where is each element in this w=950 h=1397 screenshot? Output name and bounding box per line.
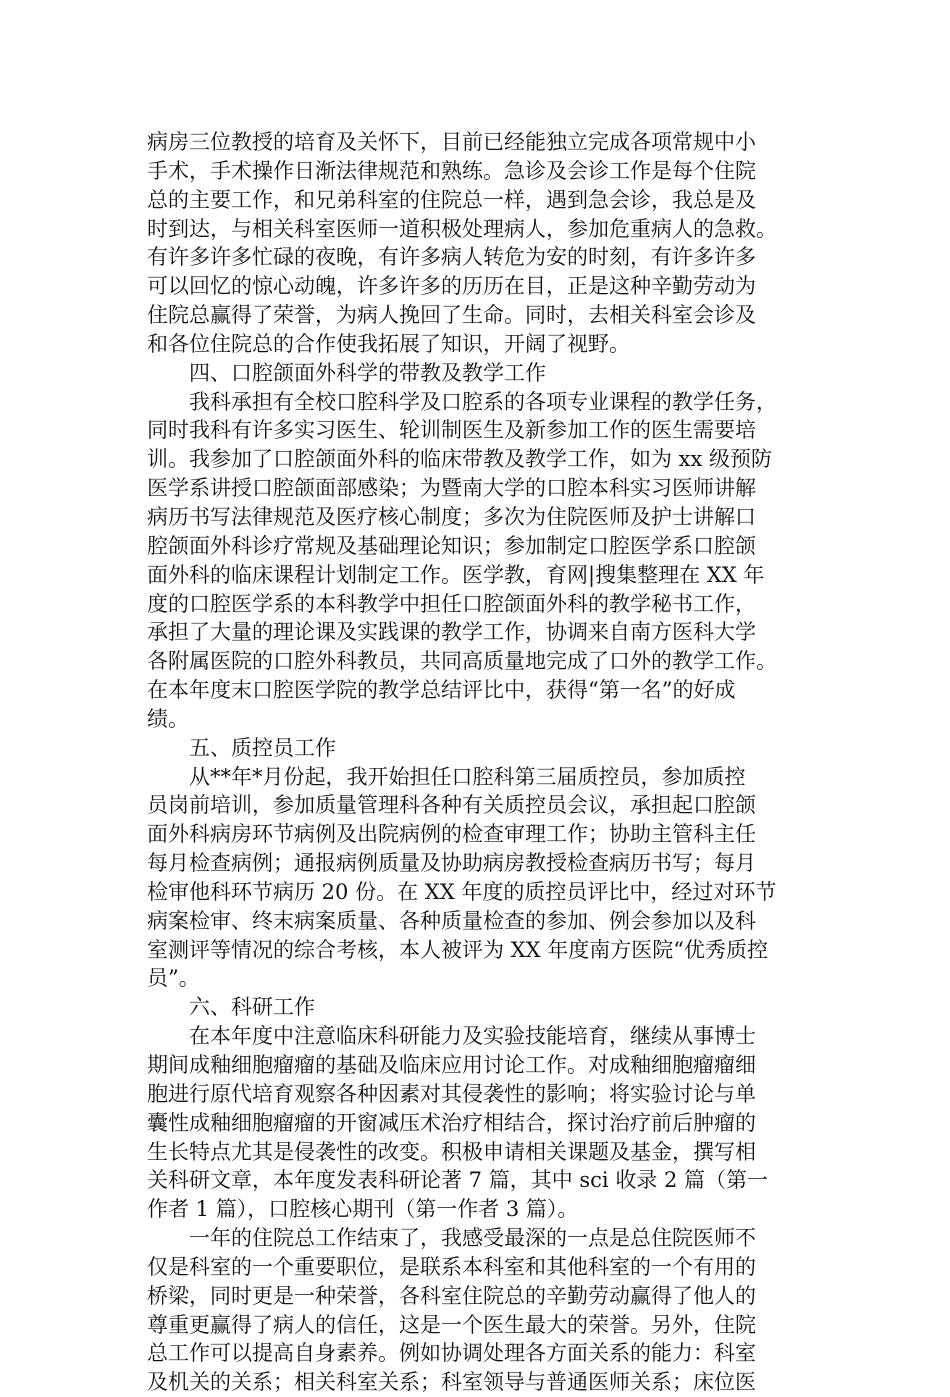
text-line: 和各位住院总的合作使我拓展了知识，开阔了视野。 bbox=[147, 331, 630, 356]
text-line: 仅是科室的一个重要职位，是联系本科室和其他科室的一个有用的 bbox=[147, 1254, 756, 1279]
text-line: 作者 1 篇），口腔核心期刊（第一作者 3 篇）。 bbox=[147, 1197, 579, 1222]
text-line: 病房三位教授的培育及关怀下，目前已经能独立完成各项常规中小 bbox=[147, 130, 756, 154]
text-line: 度的口腔医学系的本科教学中担任口腔颌面外科的教学秘书工作， bbox=[147, 591, 756, 616]
text-line: 胞进行原代培育观察各种因素对其侵袭性的影响；将实验讨论与单 bbox=[147, 1081, 756, 1106]
text-line: 一年的住院总工作结束了，我感受最深的一点是总住院医师不 bbox=[147, 1226, 756, 1251]
text-line: 及机关的关系；相关科室关系；科室领导与普通医师关系；床位医 bbox=[147, 1370, 756, 1395]
text-line: 同时我科有许多实习医生、轮训制医生及新参加工作的医生需要培 bbox=[147, 418, 756, 443]
text-line: 面外科病房环节病例及出院病例的检查审理工作；协助主管科主任 bbox=[147, 822, 756, 847]
text-line: 五、质控员工作 bbox=[147, 735, 336, 760]
text-line: 可以回忆的惊心动魄，许多许多的历历在目，正是这种辛勤劳动为 bbox=[147, 274, 756, 299]
text-line: 室测评等情况的综合考核，本人被评为 XX 年度南方医院“优秀质控 bbox=[147, 937, 768, 962]
text-line: 在本年度中注意临床科研能力及实验技能培育，继续从事博士 bbox=[147, 1024, 756, 1049]
text-line: 生长特点尤其是侵袭性的改变。积极申请相关课题及基金，撰写相 bbox=[147, 1139, 756, 1164]
text-line: 时到达，与相关科室医师一道积极处理病人，参加危重病人的急救。 bbox=[147, 216, 777, 241]
text-line: 住院总赢得了荣誉，为病人挽回了生命。同时，去相关科室会诊及 bbox=[147, 303, 756, 328]
text-line: 病历书写法律规范及医疗核心制度；多次为住院医师及护士讲解口 bbox=[147, 504, 756, 529]
text-line: 手术，手术操作日渐法律规范和熟练。急诊及会诊工作是每个住院 bbox=[147, 158, 756, 183]
text-line: 绩。 bbox=[147, 706, 189, 731]
text-line: 每月检查病例；通报病例质量及协助病房教授检查病历书写；每月 bbox=[147, 851, 756, 876]
text-line: 训。我参加了口腔颌面外科的临床带教及教学工作，如为 xx 级预防 bbox=[147, 447, 773, 472]
text-line: 员”。 bbox=[147, 966, 200, 991]
text-line: 六、科研工作 bbox=[147, 995, 315, 1020]
text-line: 有许多许多忙碌的夜晚，有许多病人转危为安的时刻，有许多许多 bbox=[147, 245, 756, 270]
text-line: 在本年度末口腔医学院的教学总结评比中，获得“第一名”的好成 bbox=[147, 678, 736, 703]
text-line: 腔颌面外科诊疗常规及基础理论知识；参加制定口腔医学系口腔颌 bbox=[147, 533, 756, 558]
text-line: 医学系讲授口腔颌面部感染；为暨南大学的口腔本科实习医师讲解 bbox=[147, 476, 756, 501]
body-text bbox=[147, 128, 827, 1397]
text-line: 检审他科环节病历 20 份。在 XX 年度的质控员评比中，经过对环节 bbox=[147, 879, 777, 904]
text-line: 总的主要工作，和兄弟科室的住院总一样，遇到急会诊，我总是及 bbox=[147, 187, 756, 212]
text-line: 病案检审、终末病案质量、各种质量检查的参加、例会参加以及科 bbox=[147, 908, 756, 933]
text-line: 从**年*月份起，我开始担任口腔科第三届质控员，参加质控 bbox=[147, 764, 746, 789]
text-line: 员岗前培训，参加质量管理科各种有关质控员会议，承担起口腔颌 bbox=[147, 793, 756, 818]
text-line: 我科承担有全校口腔科学及口腔系的各项专业课程的教学任务， bbox=[147, 389, 777, 414]
text-line: 各附属医院的口腔外科教员，共同高质量地完成了口外的教学工作。 bbox=[147, 649, 777, 674]
text-line: 总工作可以提高自身素养。例如协调处理各方面关系的能力：科室 bbox=[147, 1341, 756, 1366]
text-line: 期间成釉细胞瘤瘤的基础及临床应用讨论工作。对成釉细胞瘤瘤细 bbox=[147, 1053, 756, 1077]
text-line: 关科研文章，本年度发表科研论著 7 篇，其中 sci 收录 2 篇（第一 bbox=[147, 1168, 769, 1193]
text-line: 四、口腔颌面外科学的带教及教学工作 bbox=[147, 360, 546, 385]
text-line: 桥梁，同时更是一种荣誉，各科室住院总的辛勤劳动赢得了他人的 bbox=[147, 1283, 756, 1308]
text-line: 承担了大量的理论课及实践课的教学工作，协调来自南方医科大学 bbox=[147, 620, 756, 645]
text-line: 面外科的临床课程计划制定工作。医学教，育网|搜集整理在 XX 年 bbox=[147, 562, 765, 587]
text-line: 囊性成釉细胞瘤瘤的开窗减压术治疗相结合，探讨治疗前后肿瘤的 bbox=[147, 1110, 756, 1135]
text-line: 尊重更赢得了病人的信任，这是一个医生最大的荣誉。另外，住院 bbox=[147, 1312, 756, 1337]
